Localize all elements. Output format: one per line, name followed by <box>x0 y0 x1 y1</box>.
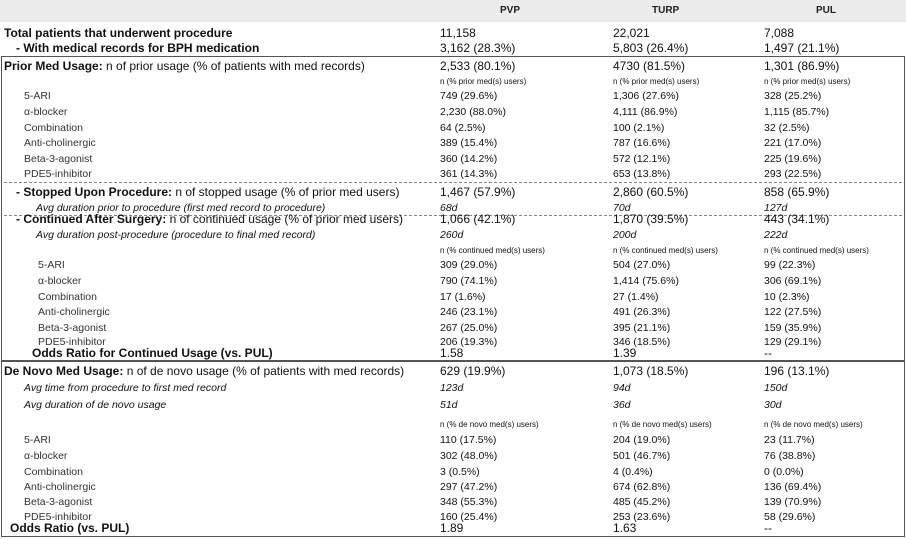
prior-subheader-pul: n (% prior med(s) users) <box>764 77 851 86</box>
continued-med-pul: 159 (35.9%) <box>764 322 822 334</box>
continued-med-pul: 129 (29.1%) <box>764 336 822 348</box>
prior-med-turp: 572 (12.1%) <box>613 153 671 165</box>
denovo-med-name: α-blocker <box>24 450 68 462</box>
denovo-odds-label: Odds Ratio (vs. PUL) <box>10 521 130 535</box>
denovo-odds-pvp: 1.89 <box>440 521 464 535</box>
prior-subheader-pvp: n (% prior med(s) users) <box>440 77 527 86</box>
denovo-subheader-turp: n (% de novo med(s) users) <box>613 420 712 429</box>
prior-med-pul: 293 (22.5%) <box>764 168 822 180</box>
with-records-turp: 5,803 (26.4%) <box>613 41 689 55</box>
stopped-desc: n of stopped usage (% of prior med users) <box>172 185 400 199</box>
stopped-pvp: 1,467 (57.9%) <box>440 185 516 199</box>
prior-med-name: Anti-cholinergic <box>24 137 96 149</box>
denovo-avg1-label: Avg time from procedure to first med record <box>24 382 227 394</box>
denovo-pul: 196 (13.1%) <box>764 364 830 378</box>
continued-avg-turp: 200d <box>613 229 637 241</box>
prior-title: Prior Med Usage: <box>4 59 103 73</box>
prior-med-pvp: 361 (14.3%) <box>440 168 498 180</box>
continued-med-pvp: 246 (23.1%) <box>440 306 498 318</box>
col-header-pul: PUL <box>816 5 836 16</box>
col-header-turp: TURP <box>652 5 680 16</box>
prior-med-turp: 787 (16.6%) <box>613 137 671 149</box>
denovo-med-pvp: 3 (0.5%) <box>440 466 480 478</box>
denovo-avg2-pul: 30d <box>764 399 782 411</box>
prior-med-pvp: 389 (15.4%) <box>440 137 498 149</box>
stopped-avg-pvp: 68d <box>440 202 458 214</box>
prior-subheader-turp: n (% prior med(s) users) <box>613 77 700 86</box>
continued-med-name: 5-ARI <box>38 259 65 271</box>
prior-med-pul: 221 (17.0%) <box>764 137 822 149</box>
total-pul: 7,088 <box>764 26 795 40</box>
continued-med-turp: 1,414 (75.6%) <box>613 275 679 287</box>
stopped-pul: 858 (65.9%) <box>764 185 830 199</box>
continued-med-turp: 491 (26.3%) <box>613 306 671 318</box>
denovo-avg2-turp: 36d <box>613 399 631 411</box>
denovo-title: De Novo Med Usage: <box>4 364 124 378</box>
table-header <box>0 0 906 22</box>
prior-med-name: Beta-3-agonist <box>24 153 93 165</box>
continued-med-pul: 10 (2.3%) <box>764 291 810 303</box>
prior-med-pul: 225 (19.6%) <box>764 153 822 165</box>
prior-med-pul: 1,115 (85.7%) <box>764 106 830 118</box>
denovo-med-name: Beta-3-agonist <box>24 496 93 508</box>
denovo-med-pvp: 297 (47.2%) <box>440 481 498 493</box>
denovo-med-name: Anti-cholinergic <box>24 481 96 493</box>
continued-avg-pvp: 260d <box>440 229 464 241</box>
col-header-pvp: PVP <box>500 5 521 16</box>
continued-title: - Continued After Surgery: <box>16 212 167 226</box>
denovo-avg2-pvp: 51d <box>440 399 458 411</box>
continued-desc: n of continued usage (% of prior med users) <box>166 212 404 226</box>
denovo-med-pul: 0 (0.0%) <box>764 466 804 478</box>
denovo-med-pvp: 302 (48.0%) <box>440 450 498 462</box>
denovo-med-turp: 4 (0.4%) <box>613 466 653 478</box>
continued-avg-label: Avg duration post-procedure (procedure to final med record) <box>36 229 316 241</box>
continued-med-pul: 306 (69.1%) <box>764 275 822 287</box>
continued-odds-turp: 1.39 <box>613 346 637 360</box>
continued-med-turp: 346 (18.5%) <box>613 336 671 348</box>
with-records-pul: 1,497 (21.1%) <box>764 41 840 55</box>
denovo-med-pul: 23 (11.7%) <box>764 434 815 446</box>
total-label: Total patients that underwent procedure <box>4 26 233 40</box>
denovo-med-turp: 501 (46.7%) <box>613 450 671 462</box>
denovo-avg1-turp: 94d <box>613 382 631 394</box>
denovo-avg1-pul: 150d <box>764 382 788 394</box>
denovo-med-pul: 136 (69.4%) <box>764 481 822 493</box>
continued-odds-pul: -- <box>764 346 772 360</box>
continued-med-turp: 395 (21.1%) <box>613 322 671 334</box>
prior-turp: 4730 (81.5%) <box>613 59 686 73</box>
continued-med-pul: 99 (22.3%) <box>764 259 816 271</box>
prior-med-pvp: 2,230 (88.0%) <box>440 106 506 118</box>
stopped-avg-label: Avg duration prior to procedure (first med record to procedure) <box>36 202 326 214</box>
continued-pul: 443 (34.1%) <box>764 212 830 226</box>
denovo-med-pul: 76 (38.8%) <box>764 450 816 462</box>
continued-avg-pul: 222d <box>764 229 788 241</box>
denovo-med-turp: 674 (62.8%) <box>613 481 671 493</box>
continued-med-name: α-blocker <box>38 275 82 287</box>
continued-med-name: Combination <box>38 291 97 303</box>
denovo-med-name: PDE5-inhibitor <box>24 511 92 523</box>
stopped-avg-turp: 70d <box>613 202 631 214</box>
continued-med-pvp: 309 (29.0%) <box>440 259 498 271</box>
prior-med-name: PDE5-inhibitor <box>24 168 92 180</box>
continued-subheader-turp: n (% continued med(s) users) <box>613 246 718 255</box>
denovo-med-turp: 485 (45.2%) <box>613 496 671 508</box>
continued-med-pvp: 206 (19.3%) <box>440 336 498 348</box>
stopped-turp: 2,860 (60.5%) <box>613 185 689 199</box>
continued-med-name: PDE5-inhibitor <box>38 336 106 348</box>
continued-subheader-pul: n (% continued med(s) users) <box>764 246 869 255</box>
stopped-title: - Stopped Upon Procedure: <box>16 185 172 199</box>
prior-med-pvp: 360 (14.2%) <box>440 153 498 165</box>
prior-med-name: Combination <box>24 122 83 134</box>
stopped-avg-pul: 127d <box>764 202 788 214</box>
continued-pvp: 1,066 (42.1%) <box>440 212 516 226</box>
denovo-pvp: 629 (19.9%) <box>440 364 506 378</box>
denovo-avg2-label: Avg duration of de novo usage <box>24 399 167 411</box>
prior-med-pvp: 749 (29.6%) <box>440 90 498 102</box>
prior-med-name: α-blocker <box>24 106 68 118</box>
divider <box>4 182 902 183</box>
prior-med-pvp: 64 (2.5%) <box>440 122 486 134</box>
continued-med-pvp: 267 (25.0%) <box>440 322 498 334</box>
prior-med-turp: 653 (13.8%) <box>613 168 671 180</box>
denovo-turp: 1,073 (18.5%) <box>613 364 689 378</box>
continued-subheader-pvp: n (% continued med(s) users) <box>440 246 545 255</box>
denovo-med-name: Combination <box>24 466 83 478</box>
prior-pul: 1,301 (86.9%) <box>764 59 840 73</box>
prior-desc: n of prior usage (% of patients with med records) <box>102 59 365 73</box>
continued-odds-label: Odds Ratio for Continued Usage (vs. PUL) <box>32 346 273 360</box>
continued-med-pvp: 17 (1.6%) <box>440 291 486 303</box>
prior-med-pul: 328 (25.2%) <box>764 90 822 102</box>
denovo-desc: n of de novo usage (% of patients with med records) <box>123 364 405 378</box>
denovo-med-pvp: 348 (55.3%) <box>440 496 498 508</box>
denovo-med-name: 5-ARI <box>24 434 51 446</box>
continued-odds-pvp: 1.58 <box>440 346 464 360</box>
total-pvp: 11,158 <box>440 26 476 40</box>
with-records-label: - With medical records for BPH medication <box>16 41 260 55</box>
continued-med-pvp: 790 (74.1%) <box>440 275 498 287</box>
continued-med-pul: 122 (27.5%) <box>764 306 822 318</box>
denovo-med-pvp: 110 (17.5%) <box>440 434 497 446</box>
denovo-med-pul: 139 (70.9%) <box>764 496 822 508</box>
denovo-subheader-pvp: n (% de novo med(s) users) <box>440 420 539 429</box>
total-turp: 22,021 <box>613 26 650 40</box>
prior-med-name: 5-ARI <box>24 90 51 102</box>
prior-med-turp: 100 (2.1%) <box>613 122 665 134</box>
with-records-pvp: 3,162 (28.3%) <box>440 41 516 55</box>
continued-med-name: Beta-3-agonist <box>38 322 107 334</box>
denovo-odds-pul: -- <box>764 521 772 535</box>
continued-med-turp: 504 (27.0%) <box>613 259 671 271</box>
denovo-med-pul: 58 (29.6%) <box>764 511 816 523</box>
prior-med-pul: 32 (2.5%) <box>764 122 810 134</box>
denovo-subheader-pul: n (% de novo med(s) users) <box>764 420 863 429</box>
denovo-odds-turp: 1.63 <box>613 521 637 535</box>
prior-pvp: 2,533 (80.1%) <box>440 59 516 73</box>
continued-turp: 1,870 (39.5%) <box>613 212 689 226</box>
denovo-avg1-pvp: 123d <box>440 382 464 394</box>
continued-med-name: Anti-cholinergic <box>38 306 110 318</box>
denovo-med-pvp: 160 (25.4%) <box>440 511 498 523</box>
prior-med-turp: 1,306 (27.6%) <box>613 90 679 102</box>
denovo-med-turp: 253 (23.6%) <box>613 511 671 523</box>
denovo-med-turp: 204 (19.0%) <box>613 434 671 446</box>
prior-med-turp: 4,111 (86.9%) <box>613 106 678 118</box>
continued-med-turp: 27 (1.4%) <box>613 291 659 303</box>
